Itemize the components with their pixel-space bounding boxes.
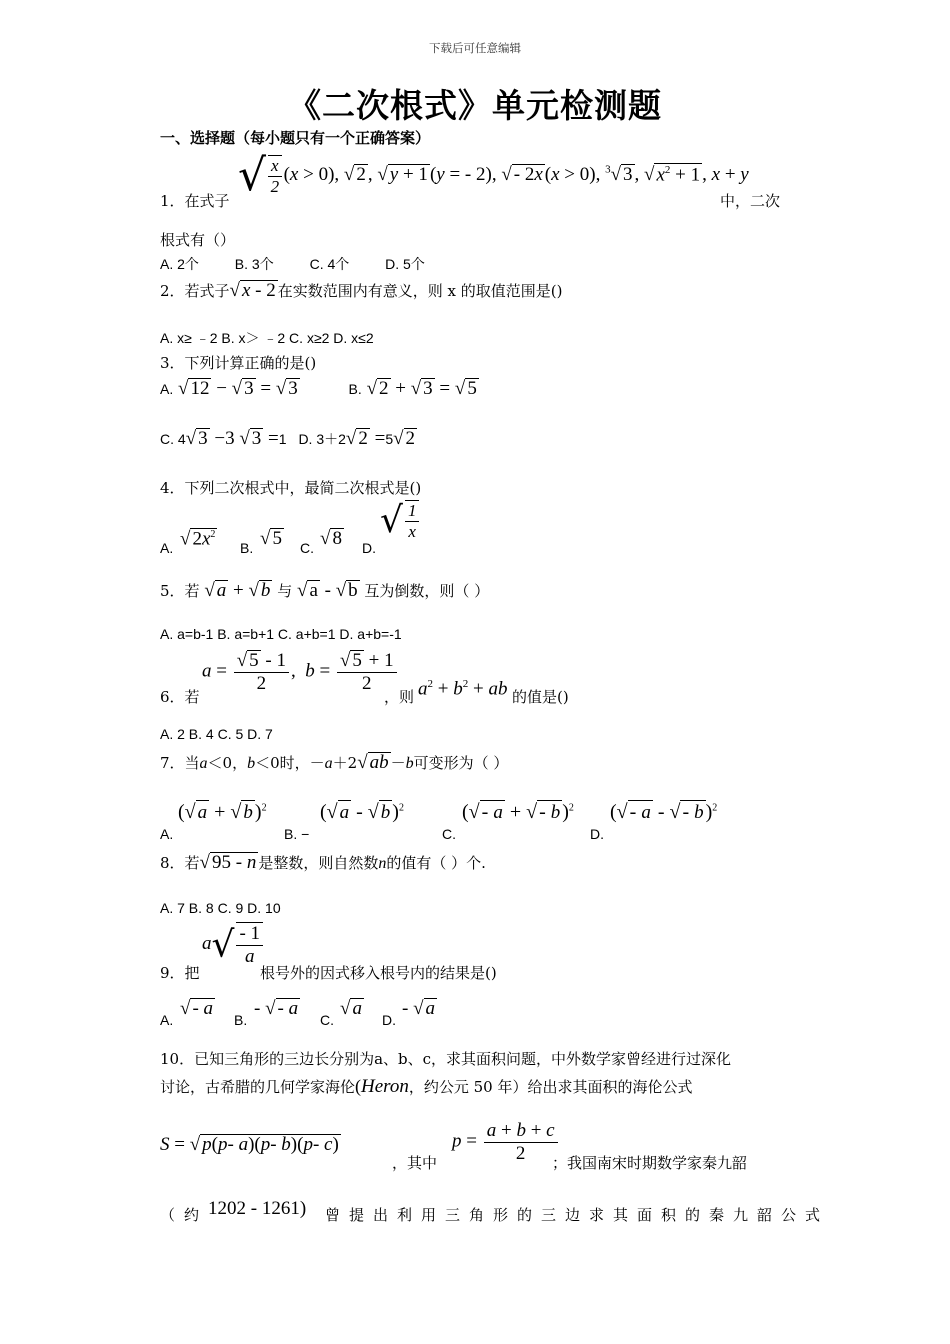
q2-options: A. x≥ ﹣2 B. x＞ ﹣2 C. x≥2 D. x≤2 <box>160 330 374 346</box>
q1-option-b: B. 3个 <box>234 256 274 272</box>
section-heading: 一、选择题（每小题只有一个正确答案） <box>160 129 431 147</box>
q10-line2: 讨论，古希腊的几何学家海伦(Heron，约公元 50 年）给出求其面积的海伦公式 <box>160 1076 693 1097</box>
q1-options <box>160 254 457 274</box>
q6-options: A. 2 B. 4 C. 5 D. 7 <box>160 726 273 742</box>
q3-stem: 3．下列计算正确的是() <box>160 354 317 372</box>
q1-line2: 根式有（） <box>160 231 236 249</box>
q5-options: A. a=b-1 B. a=b+1 C. a+b=1 D. a+b=-1 <box>160 626 402 642</box>
page-header: 下载后可任意编辑 <box>429 41 521 55</box>
q1-option-a: A. 2个 <box>160 256 199 272</box>
q6-fractions: a = $\frac{√ 5 - 1}{2}$ , b = $\frac{√ 5 + 1}{2}$ <box>202 650 399 695</box>
q4-stem: 4．下列二次根式中，最简二次根式是() <box>160 479 422 497</box>
q1-expression: √ $\frac{x}{2}$ (x > 0), √ 2 , √ y + 1 (y = - 2), √ - 2x (x > 0), $^3$√ 3 , √ $x^2 + 1$ , x + y <box>238 150 749 201</box>
q3-row1: A. √ 12 − √ 3 = √ 3 B. √ 2 + √ 3 = √ 5 <box>160 378 477 399</box>
question-7: 7．当a＜0，b＜0时，－a＋2√ ab －b可变形为（ ） <box>160 752 509 773</box>
q8-options: A. 7 B. 8 C. 9 D. 10 <box>160 900 281 916</box>
q3-row2: C. 4√ 3 −3 √ 3 =1 D. 3＋2√ 2 =5√ 2 <box>160 428 416 449</box>
q1-suffix: 中，二次 <box>720 192 781 210</box>
q1-option-d: D. 5个 <box>385 256 425 272</box>
question-8: 8．若√ 95 - n 是整数，则自然数n的值有（ ）个. <box>160 852 486 873</box>
question-5: 5．若 √ a + √ b 与 √ a - √ b 互为倒数，则（ ） <box>160 580 490 601</box>
q10-line1: 10．已知三角形的三边长分别为a、b、c，求其面积问题，中外数学家曾经进行过深化 <box>160 1050 732 1068</box>
q2-radical: √ x - 2 <box>229 280 276 301</box>
page-title: 《二次根式》单元检测题 <box>288 86 662 125</box>
question-2: 2．若式子√ x - 2 在实数范围内有意义，则 x 的取值范围是() <box>160 280 563 301</box>
q1-option-c: C. 4个 <box>309 256 350 272</box>
document-page: 下载后可任意编辑 《二次根式》单元检测题 一、选择题（每小题只有一个正确答案） 1．在式子 √ $\frac{x}{2}$ (x > 0), √ 2 , √ y + 1 (y = - 2), √ - 2x (x > 0), $^3$√ 3 , √ $x^2 + 1$ , x + y 中，二次 根式有（） A. 2个 B. 3个 C. 4个 D. 5个 2．若式子√ x - 2 在实数范围内有意义，则 x 的取值范围是() A. x≥ ﹣2 B. x＞ ﹣2 C. x≥2 D. x≤2 3．下列计算正确的是() A. √ 12 − √ 3 = √ 3 B. √ 2 + √ 3 = √ 5 C. 4√ 3 −3 √ 3 =1 D. 3＋2√ 2 =5√ 2 4．下列二次根式中，最简二次根式是() A. √ $2x^2$ B. √ 5 C. √ 8 D. √ $\frac{1}{x}$ 5．若 √ a + √ b 与 √ a - √ b 互为倒数，则（ ） A. a=b-1 B. a=b+1 C. a+b=1 D. a+b=-1 6．若 a = $\frac{√ 5 - 1}{2}$ , b = $\frac{√ 5 + 1}{2}$ ，则 $a^2 + b^2$ + ab 的值是() A. 2 B. 4 C. 5 D. 7 7．当a＜0，b＜0时，－a＋2√ ab －b可变形为（ ） A. (√ a + √ b )$^2$ B. − (√ a - √ b )$^2$ C. (√ - a + √ - b )$^2$ D. (√ - a - √ - b )$^2$ 8．若√ 95 - n 是整数，则自然数n的值有（ ）个. A. 7 B. 8 C. 9 D. 10 9．把 a√ $\frac{- 1}{a}$ 根号外的因式移入根号内的结果是() A. √ - a B. - √ - a C. √ a D. - √ a 10．已知三角形的三边长分别为a、b、c，求其面积问题，中外数学家曾经进行过深化 讨论，古希腊的几何学家海伦(Heron，约公元 50 年）给出求其面积的海伦公式 S = √ p(p- a)(p- b)(p- c) ，其中 p = $\frac{a + b + c}{2}$ ；我国南宋时期数学家秦九韶 （约 1202 - 1261) 曾提出利用三角形的三边求其面积的秦九韶公式 <box>0 0 950 1344</box>
